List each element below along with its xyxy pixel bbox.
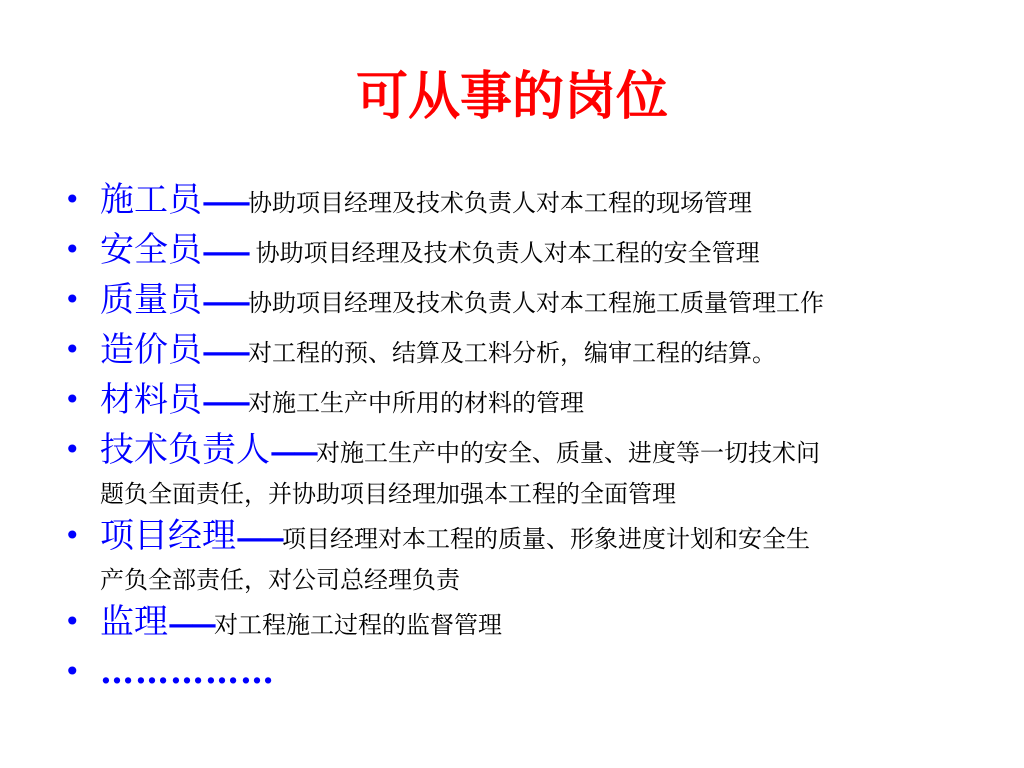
list-item-7	[60, 600, 1000, 650]
em-dash: ——	[202, 288, 248, 318]
job-title: 安全员	[100, 230, 202, 270]
em-dash: ——	[202, 188, 248, 218]
job-description: 对工程的预、结算及工料分析，编审工程的结算。	[248, 339, 776, 367]
job-title: 项目经理	[100, 516, 236, 556]
job-title: 造价员	[100, 330, 202, 370]
list-item-1	[60, 228, 1000, 278]
job-description: 对工程施工过程的监督管理	[214, 611, 502, 639]
job-list	[60, 178, 1000, 700]
job-description-continued: 题负全面责任，并协助项目经理加强本工程的全面管理	[100, 480, 676, 508]
job-title: 监理	[100, 602, 168, 642]
list-item-8	[60, 650, 1000, 700]
list-item-6	[60, 514, 1000, 600]
job-description: 协助项目经理及技术负责人对本工程的安全管理	[248, 239, 760, 267]
ellipsis: ……………	[100, 652, 275, 692]
list-item-4	[60, 378, 1000, 428]
em-dash: ——	[270, 438, 316, 468]
job-description: 对施工生产中的安全、质量、进度等一切技术问	[316, 439, 820, 467]
job-description: 协助项目经理及技术负责人对本工程的现场管理	[248, 189, 752, 217]
bullet: •	[64, 233, 81, 266]
job-title: 施工员	[100, 180, 202, 220]
list-item-5	[60, 428, 1000, 514]
job-title: 质量员	[100, 280, 202, 320]
job-description: 项目经理对本工程的质量、形象进度计划和安全生	[282, 525, 810, 553]
bullet: •	[64, 655, 81, 688]
em-dash: ——	[202, 238, 248, 268]
bullet: •	[64, 383, 81, 416]
em-dash: ——	[168, 610, 214, 640]
list-item-0	[60, 178, 1000, 228]
slide-title: 可从事的岗位	[355, 67, 668, 127]
bullet: •	[64, 183, 81, 216]
em-dash: ——	[202, 388, 248, 418]
list-item-3	[60, 328, 1000, 378]
bullet: •	[64, 283, 81, 316]
bullet: •	[64, 333, 81, 366]
job-title: 技术负责人	[100, 430, 270, 470]
job-title: 材料员	[100, 380, 202, 420]
job-description: 对施工生产中所用的材料的管理	[248, 389, 584, 417]
bullet: •	[64, 433, 81, 466]
em-dash: ——	[236, 524, 282, 554]
em-dash: ——	[202, 338, 248, 368]
job-description-continued: 产负全部责任，对公司总经理负责	[100, 566, 460, 594]
bullet: •	[64, 519, 81, 552]
bullet: •	[64, 605, 81, 638]
job-description: 协助项目经理及技术负责人对本工程施工质量管理工作	[248, 289, 824, 317]
list-item-2	[60, 278, 1000, 328]
